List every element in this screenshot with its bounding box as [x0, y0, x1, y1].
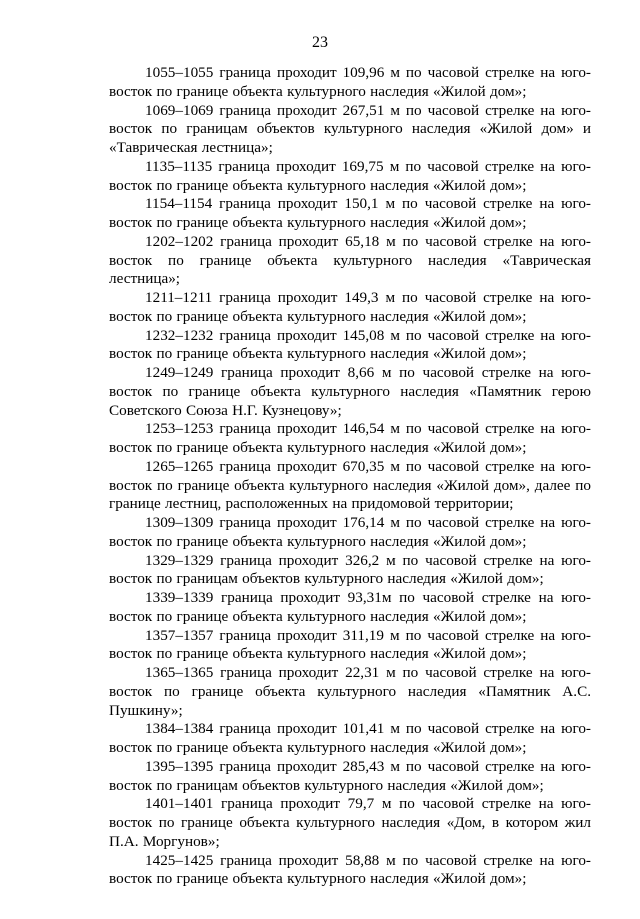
paragraph-1329: 1329–1329 граница проходит 326,2 м по часовой стрелке на юго-восток по границам объектов культурного наследия «Жилой дом»;	[109, 551, 591, 588]
paragraph-1401: 1401–1401 граница проходит 79,7 м по часовой стрелке на юго-восток по границе объекта культурного наследия «Дом, в котором жил П.А. Моргунов»;	[109, 795, 591, 850]
paragraph-1154: 1154–1154 граница проходит 150,1 м по часовой стрелке на юго-восток по границе объекта культурного наследия «Жилой дом»;	[109, 195, 591, 231]
paragraph-1135: 1135–1135 граница проходит 169,75 м по часовой стрелке на юго-восток по границе объекта культурного наследия «Жилой дом»;	[109, 157, 591, 194]
paragraph-1425: 1425–1425 граница проходит 58,88 м по часовой стрелке на юго-восток по границе объекта культурного наследия «Жилой дом»;	[109, 851, 591, 888]
paragraph-1055: 1055–1055 граница проходит 109,96 м по часовой стрелке на юго-восток по границе объекта культурного наследия «Жилой дом»;	[109, 64, 591, 100]
paragraph-1202: 1202–1202 граница проходит 65,18 м по часовой стрелке на юго-восток по границе объекта культурного наследия «Таврическая лестница»;	[109, 232, 591, 288]
document-body	[109, 64, 591, 889]
paragraph-1249: 1249–1249 граница проходит 8,66 м по часовой стрелке на юго-восток по границе объекта культурного наследия «Памятник герою Советского Союза Н.Г. Кузнецову»;	[109, 364, 591, 419]
paragraph-1357: 1357–1357 граница проходит 311,19 м по часовой стрелке на юго-восток по границе объекта культурного наследия «Жилой дом»;	[109, 626, 591, 663]
paragraph-1395: 1395–1395 граница проходит 285,43 м по часовой стрелке на юго-восток по границам объектов культурного наследия «Жилой дом»;	[109, 757, 591, 794]
paragraph-1232: 1232–1232 граница проходит 145,08 м по часовой стрелке на юго-восток по границе объекта культурного наследия «Жилой дом»;	[109, 326, 591, 363]
paragraph-1384: 1384–1384 граница проходит 101,41 м по часовой стрелке на юго-восток по границе объекта культурного наследия «Жилой дом»;	[109, 720, 591, 756]
paragraph-1365: 1365–1365 граница проходит 22,31 м по часовой стрелке на юго-восток по границе объекта культурного наследия «Памятник А.С. Пушкину»;	[109, 664, 591, 719]
paragraph-1069: 1069–1069 граница проходит 267,51 м по часовой стрелке на юго-восток по границам объектов культурного наследия «Жилой дом» и «Таврическая лестница»;	[109, 101, 591, 156]
paragraph-1211: 1211–1211 граница проходит 149,3 м по часовой стрелке на юго-восток по границе объекта культурного наследия «Жилой дом»;	[109, 289, 591, 325]
paragraph-1265: 1265–1265 граница проходит 670,35 м по часовой стрелке на юго-восток по границе объекта культурного наследия «Жилой дом», далее по границе лестниц, расположенных на придомовой территории;	[109, 457, 591, 513]
page-number: 23	[312, 34, 328, 51]
paragraph-1309: 1309–1309 граница проходит 176,14 м по часовой стрелке на юго-восток по границе объекта культурного наследия «Жилой дом»;	[109, 514, 591, 550]
paragraph-1253: 1253–1253 граница проходит 146,54 м по часовой стрелке на юго-восток по границе объекта культурного наследия «Жилой дом»;	[109, 420, 591, 456]
paragraph-1339: 1339–1339 граница проходит 93,31м по часовой стрелке на юго-восток по границе объекта культурного наследия «Жилой дом»;	[109, 589, 591, 625]
